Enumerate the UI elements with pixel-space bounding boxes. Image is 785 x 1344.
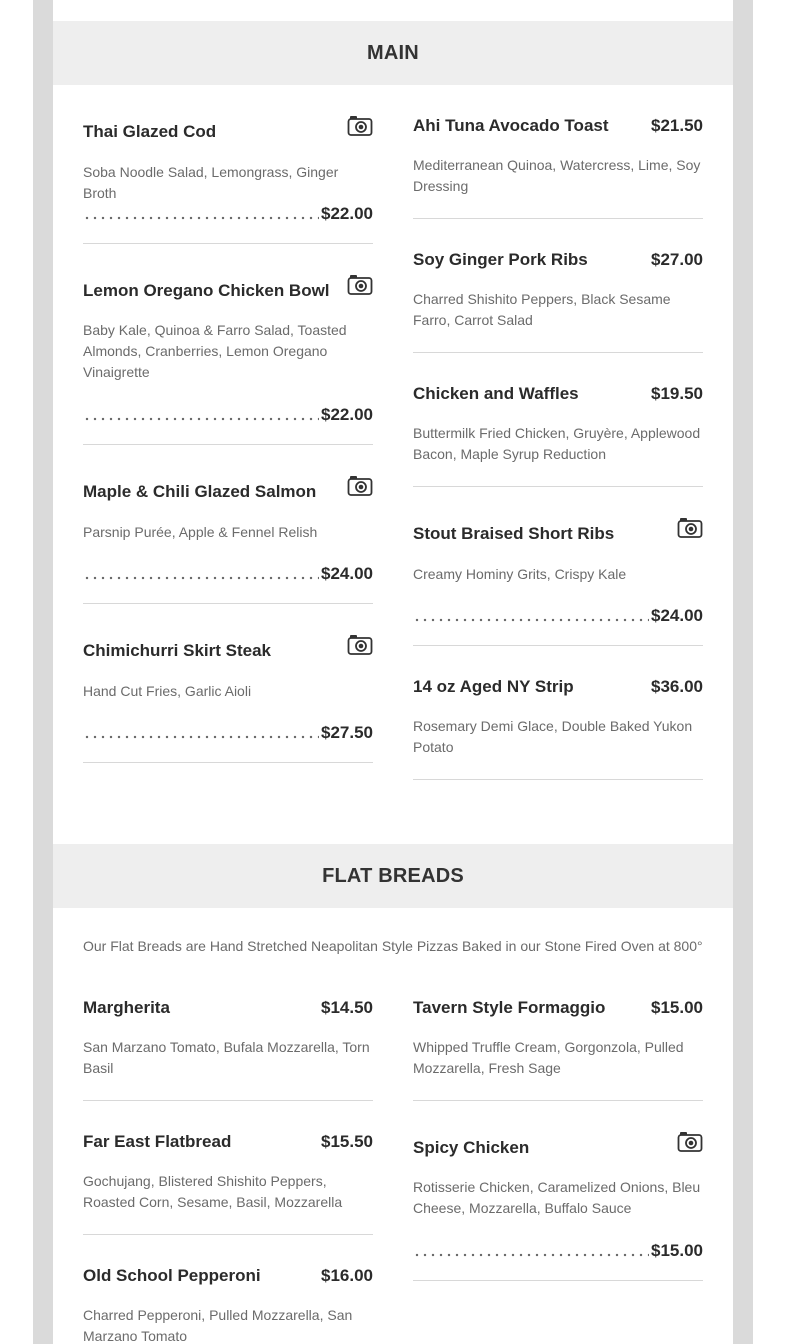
item-price: $36.00 — [651, 677, 703, 696]
item-divider — [413, 218, 703, 219]
item-divider — [413, 1280, 703, 1281]
camera-icon[interactable] — [677, 517, 703, 539]
item-price: $14.50 — [321, 998, 373, 1017]
menu-item[interactable] — [413, 675, 703, 780]
item-name: Soy Ginger Pork Ribs — [413, 250, 588, 269]
item-divider — [83, 243, 373, 244]
item-name: Ahi Tuna Avocado Toast — [413, 116, 609, 135]
item-description: Baby Kale, Quinoa & Farro Salad, Toasted Almonds, Cranberries, Lemon Oregano Vinaigrette — [83, 322, 347, 380]
item-price: $27.50 — [321, 723, 373, 742]
section-title-main: MAIN — [53, 21, 733, 85]
item-description: Gochujang, Blistered Shishito Peppers, Roasted Corn, Sesame, Basil, Mozzarella — [83, 1173, 343, 1210]
item-name: Lemon Oregano Chicken Bowl — [83, 281, 330, 300]
item-divider — [83, 444, 373, 445]
item-divider — [83, 1234, 373, 1235]
menu-item[interactable] — [83, 474, 373, 604]
right-border-strip — [733, 0, 753, 1344]
menu-item[interactable] — [413, 996, 703, 1101]
camera-icon[interactable] — [677, 1131, 703, 1153]
item-name: Chicken and Waffles — [413, 384, 579, 403]
menu-item[interactable] — [413, 1130, 703, 1282]
item-name: Maple & Chili Glazed Salmon — [83, 482, 317, 501]
menu-item[interactable] — [83, 1264, 373, 1344]
dot-leader — [83, 407, 319, 421]
item-description: Buttermilk Fried Chicken, Gruyère, Applewood Bacon, Maple Syrup Reduction — [413, 425, 701, 462]
left-border-strip — [33, 0, 53, 1344]
section-title-flatbreads: FLAT BREADS — [53, 844, 733, 908]
item-name: Far East Flatbread — [83, 1132, 232, 1151]
item-name: Margherita — [83, 998, 170, 1017]
dot-leader — [413, 608, 649, 622]
camera-icon[interactable] — [347, 634, 373, 656]
price-row — [413, 604, 703, 626]
item-description: San Marzano Tomato, Bufala Mozzarella, Torn Basil — [83, 1039, 370, 1076]
price-row — [83, 403, 373, 425]
item-divider — [413, 779, 703, 780]
item-description: Hand Cut Fries, Garlic Aioli — [83, 683, 252, 699]
item-name: Old School Pepperoni — [83, 1266, 261, 1285]
menu-item[interactable] — [413, 516, 703, 646]
price-row — [413, 1239, 703, 1261]
item-price: $15.00 — [651, 998, 703, 1017]
item-description: Rosemary Demi Glace, Double Baked Yukon Potato — [413, 718, 693, 755]
item-price: $22.00 — [321, 204, 373, 223]
item-divider — [413, 645, 703, 646]
item-description: Parsnip Purée, Apple & Fennel Relish — [83, 524, 318, 540]
item-description: Whipped Truffle Cream, Gorgonzola, Pulled Mozzarella, Fresh Sage — [413, 1039, 684, 1076]
item-price: $22.00 — [321, 405, 373, 424]
item-divider — [83, 603, 373, 604]
menu-item[interactable] — [413, 114, 703, 219]
item-description: Charred Pepperoni, Pulled Mozzarella, San Marzano Tomato — [83, 1307, 353, 1344]
camera-icon[interactable] — [347, 115, 373, 137]
menu-item[interactable] — [83, 273, 373, 445]
item-divider — [83, 762, 373, 763]
item-name: Tavern Style Formaggio — [413, 998, 606, 1017]
price-row — [83, 721, 373, 743]
item-divider — [413, 1100, 703, 1101]
camera-icon[interactable] — [347, 475, 373, 497]
item-price: $24.00 — [321, 564, 373, 583]
item-divider — [413, 352, 703, 353]
menu-item[interactable] — [83, 1130, 373, 1235]
price-row — [83, 202, 373, 224]
item-description: Soba Noodle Salad, Lemongrass, Ginger Broth — [83, 164, 339, 201]
item-name: Stout Braised Short Ribs — [413, 524, 615, 543]
item-price: $16.00 — [321, 1266, 373, 1285]
price-row — [83, 562, 373, 584]
item-name: 14 oz Aged NY Strip — [413, 677, 574, 696]
item-divider — [413, 486, 703, 487]
dot-leader — [413, 1243, 649, 1257]
dot-leader — [83, 206, 319, 220]
item-description: Rotisserie Chicken, Caramelized Onions, Bleu Cheese, Mozzarella, Buffalo Sauce — [413, 1179, 701, 1216]
item-price: $19.50 — [651, 384, 703, 403]
item-name: Thai Glazed Cod — [83, 122, 217, 141]
item-price: $24.00 — [651, 606, 703, 625]
item-name: Spicy Chicken — [413, 1138, 530, 1157]
item-price: $21.50 — [651, 116, 703, 135]
item-description: Charred Shishito Peppers, Black Sesame Farro, Carrot Salad — [413, 291, 671, 328]
item-price: $15.00 — [651, 1241, 703, 1260]
item-price: $15.50 — [321, 1132, 373, 1151]
menu-item[interactable] — [83, 633, 373, 763]
menu-item[interactable] — [83, 114, 373, 244]
item-description: Mediterranean Quinoa, Watercress, Lime, Soy Dressing — [413, 157, 701, 194]
item-divider — [83, 1100, 373, 1101]
camera-icon[interactable] — [347, 274, 373, 296]
dot-leader — [83, 566, 319, 580]
menu-item[interactable] — [413, 248, 703, 353]
menu-item[interactable] — [413, 382, 703, 487]
item-description: Creamy Hominy Grits, Crispy Kale — [413, 566, 627, 582]
section-intro: Our Flat Breads are Hand Stretched Neapolitan Style Pizzas Baked in our Stone Fired Oven at 800° — [83, 938, 703, 954]
menu-item[interactable] — [83, 996, 373, 1101]
dot-leader — [83, 725, 319, 739]
item-name: Chimichurri Skirt Steak — [83, 641, 272, 660]
item-price: $27.00 — [651, 250, 703, 269]
